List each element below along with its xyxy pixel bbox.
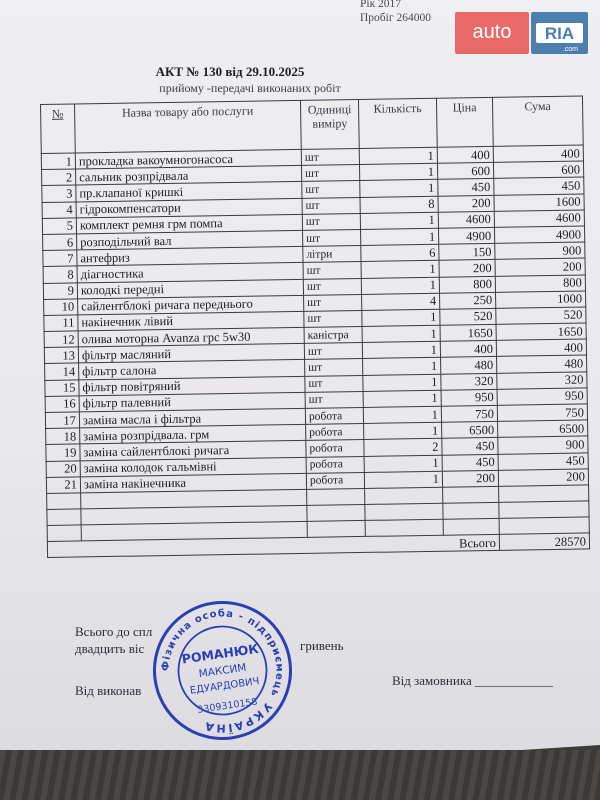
cell-unit: шт [303,229,361,246]
cell-sum: 900 [495,242,585,260]
cell-qty: 1 [363,390,441,407]
stamp-first-name: МАКСИМ [197,661,248,681]
cell-sum: 1600 [494,194,584,212]
cell-sum: 1650 [496,323,586,341]
cell-unit: шт [304,343,362,360]
cell-price: 520 [440,308,496,325]
col-header-sum: Сума [492,96,583,146]
cell-qty: 1 [363,358,441,375]
stamp-ring-text: Фізична особа - підприємець [160,608,285,699]
cell-sum: 950 [497,388,587,406]
cell-unit: робота [306,456,364,473]
blank-cell [365,487,443,504]
cell-num: 7 [43,250,77,267]
cell-num: 9 [43,282,77,299]
cell-price: 150 [439,243,495,260]
col-header-qty: Кількість [358,98,437,148]
vehicle-meta [360,0,431,25]
table-header-row [41,96,584,154]
blank-cell [307,488,365,505]
cell-num: 12 [44,331,78,348]
cell-sum: 600 [493,161,583,179]
blank-cell [47,525,81,542]
blank-cell [307,504,365,521]
blank-cell [499,485,589,502]
col-header-name: Назва товару або послуги [75,100,302,153]
stamp-code: 3309310158 [196,696,259,716]
cell-unit: шт [301,148,359,165]
year-text: Рік 2017 [360,0,402,10]
watermark-auto-label: auto [455,12,529,54]
cell-price: 400 [437,146,493,163]
payment-line-1: Всього до спл [75,624,153,639]
cell-qty: 1 [364,422,442,439]
cell-qty: 1 [364,455,442,472]
cell-price: 200 [439,260,495,277]
cell-num: 3 [42,185,76,202]
blank-cell [499,517,589,534]
cell-sum: 480 [497,355,587,373]
cell-name: олива моторна Avanza грс 5w30 [78,327,304,347]
cell-unit: шт [305,391,363,408]
blank-cell [499,501,589,518]
cell-name: антефриз [77,247,303,267]
cell-qty: 1 [362,309,440,326]
cell-name: пр.клапаної кришкі [76,182,302,202]
cell-sum: 450 [498,452,588,470]
cell-unit: робота [306,424,364,441]
cell-num: 1 [41,153,75,170]
cell-qty: 1 [359,163,437,180]
mileage-text: Пробіг 264000 [360,12,431,24]
cell-qty: 1 [362,341,440,358]
cell-num: 21 [46,477,80,494]
blank-cell [443,518,499,535]
cell-sum: 4900 [494,226,584,244]
cell-qty: 8 [360,196,438,213]
cell-name: фільтр салона [79,360,305,380]
cell-price: 4600 [438,211,494,228]
cell-num: 13 [44,347,78,364]
cell-unit: шт [303,278,361,295]
col-header-price: Ціна [436,97,493,147]
cell-price: 450 [442,454,498,471]
cell-name: діагностика [77,263,303,283]
cell-num: 4 [42,202,76,219]
cell-qty: 4 [362,293,440,310]
cell-price: 200 [442,470,498,487]
cell-price: 750 [441,405,497,422]
cell-price: 200 [438,195,494,212]
cell-unit: каністра [304,327,362,344]
cell-num: 6 [43,234,77,251]
works-table [40,95,590,558]
cell-price: 450 [438,179,494,196]
cell-sum: 800 [495,274,585,292]
cell-name: заміна накінечника [80,473,306,493]
cell-num: 10 [44,299,78,316]
cell-qty: 6 [361,244,439,261]
cell-qty: 1 [359,147,437,164]
act-subtitle: прийому -передачі виконаних робіт [159,81,341,95]
cell-price: 400 [440,341,496,358]
cell-unit: робота [306,472,364,489]
cell-name: заміна колодок гальмівні [80,457,306,477]
cell-name: комплект ремня грм помпа [76,214,302,234]
cell-sum: 4600 [494,210,584,228]
total-label: Всього [47,534,499,557]
stamp-ring-top: УКРАЇНА [202,699,275,735]
cell-name: фільтр палевний [79,392,305,412]
cell-qty: 1 [361,261,439,278]
cell-num: 19 [46,444,80,461]
cell-num: 17 [45,412,79,429]
cell-sum: 1000 [496,291,586,309]
watermark-ria-logo [531,12,588,54]
cell-price: 480 [441,357,497,374]
cell-name: колодкі передні [77,279,303,299]
act-title: АКТ № 130 від 29.10.2025 [155,64,305,79]
cell-price: 4900 [438,227,494,244]
cell-unit: літри [303,246,361,263]
cell-price: 320 [441,373,497,390]
cell-unit: шт [304,310,362,327]
cell-num: 11 [44,315,78,332]
ria-logo-icon [533,14,586,52]
cell-unit: шт [301,165,359,182]
cell-name: гідрокомпенсатори [76,198,302,218]
cell-sum: 6500 [498,420,588,438]
blank-cell [365,519,443,536]
blank-cell [47,509,81,526]
blank-cell [443,486,499,503]
cell-unit: робота [305,407,363,424]
cell-unit: шт [305,359,363,376]
cell-qty: 1 [360,212,438,229]
cell-price: 250 [440,292,496,309]
blank-cell [307,520,365,537]
cell-unit: шт [304,294,362,311]
customer-label: Від замовника ____________ [392,673,553,688]
blank-cell [365,503,443,520]
cell-qty: 1 [362,325,440,342]
cell-sum: 750 [497,404,587,422]
cell-name: прокладка вакоумногонасоса [75,149,301,169]
cell-qty: 1 [361,228,439,245]
total-value: 28570 [499,533,589,551]
cell-num: 8 [43,266,77,283]
cell-sum: 520 [496,307,586,325]
cell-price: 1650 [440,324,496,341]
cell-price: 450 [442,438,498,455]
cell-unit: шт [302,181,360,198]
cell-qty: 1 [363,374,441,391]
cell-name: розподільчий вал [77,230,303,250]
watermark-com-text: .com [562,46,578,52]
cell-sum: 400 [496,339,586,357]
cell-unit: робота [306,440,364,457]
cell-sum: 200 [495,258,585,276]
cell-unit: шт [303,262,361,279]
payment-line-2-start: двадцить віс [75,641,145,656]
autoria-watermark [455,12,588,54]
background-floor [0,750,600,800]
cell-qty: 2 [364,439,442,456]
cell-sum: 200 [498,469,588,487]
cell-price: 6500 [442,422,498,439]
cell-name: заміна масла і фільтра [79,408,305,428]
executor-label: Від виконав [75,683,142,698]
cell-qty: 1 [360,180,438,197]
cell-unit: шт [302,213,360,230]
cell-num: 16 [45,396,79,413]
cell-name: сальник розпрідвала [76,166,302,186]
cell-qty: 1 [361,277,439,294]
cell-name: фільтр масляний [78,344,304,364]
cell-name: фільтр повітряний [79,376,305,396]
cell-name: сайлентблокі ричага переднього [78,295,304,315]
cell-num: 15 [45,380,79,397]
blank-cell [47,493,81,510]
company-stamp [150,598,295,743]
cell-num: 14 [45,363,79,380]
stamp-patronymic: ЕДУАРДОВИЧ [189,676,261,697]
cell-name: заміна розпрідвала. грм [80,425,306,445]
cell-sum: 320 [497,372,587,390]
col-header-unit: Одиниці виміру [300,99,359,149]
cell-num: 5 [42,218,76,235]
stamp-surname: РОМАНЮК [180,640,260,667]
cell-sum: 450 [494,177,584,195]
cell-price: 800 [439,276,495,293]
watermark-ria-text: RIA [544,24,575,43]
cell-sum: 900 [498,436,588,454]
cell-sum: 400 [493,145,583,163]
cell-price: 600 [437,163,493,180]
cell-price: 950 [441,389,497,406]
cell-num: 2 [42,169,76,186]
cell-qty: 1 [363,406,441,423]
cell-unit: шт [302,197,360,214]
cell-num: 20 [46,460,80,477]
col-header-num: № [41,104,76,154]
payment-line-2-end: гривень [300,638,344,653]
cell-num: 18 [46,428,80,445]
cell-name: накінечник лівий [78,311,304,331]
cell-name: заміна сайлентблокі ричага [80,441,306,461]
cell-unit: шт [305,375,363,392]
cell-qty: 1 [364,471,442,488]
blank-cell [443,502,499,519]
